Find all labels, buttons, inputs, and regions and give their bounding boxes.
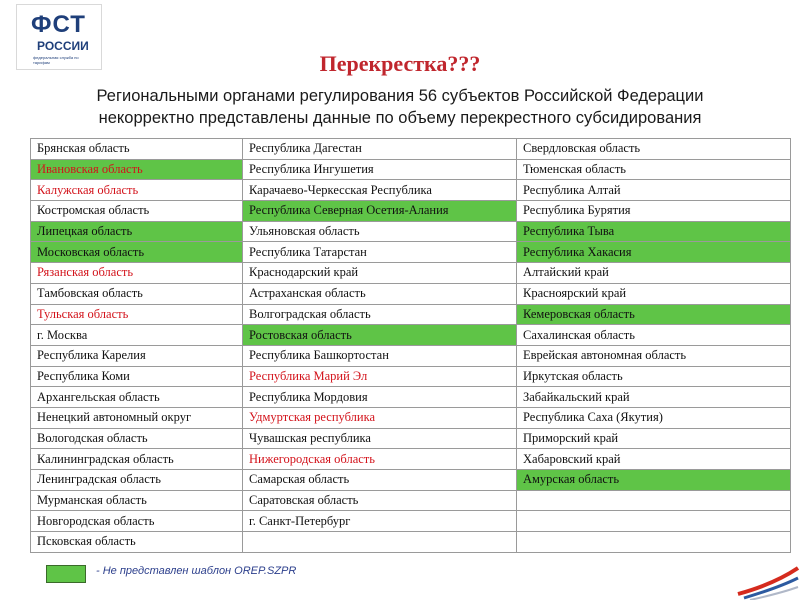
table-cell: Республика Алтай	[517, 180, 791, 201]
table-row	[31, 325, 791, 346]
table-cell	[243, 532, 517, 553]
table-cell: Красноярский край	[517, 283, 791, 304]
table-cell: Республика Северная Осетия-Алания	[243, 201, 517, 222]
table-cell: Сахалинская область	[517, 325, 791, 346]
table-cell	[517, 511, 791, 532]
table-cell: Вологодская область	[31, 428, 243, 449]
table-cell: Кемеровская область	[517, 304, 791, 325]
table-cell: Амурская область	[517, 470, 791, 491]
table-cell: Саратовская область	[243, 490, 517, 511]
table-cell: Хабаровский край	[517, 449, 791, 470]
page-subtitle	[0, 85, 800, 129]
table-cell: Республика Дагестан	[243, 139, 517, 160]
table-row	[31, 387, 791, 408]
table-cell: Самарская область	[243, 470, 517, 491]
table-row	[31, 139, 791, 160]
table-row	[31, 366, 791, 387]
table-cell: Карачаево-Черкесская Республика	[243, 180, 517, 201]
table-cell: Республика Хакасия	[517, 242, 791, 263]
table-cell: Свердловская область	[517, 139, 791, 160]
table-cell: Ростовская область	[243, 325, 517, 346]
table-cell: Тульская область	[31, 304, 243, 325]
table-cell: Забайкальский край	[517, 387, 791, 408]
table-cell	[517, 490, 791, 511]
subtitle-line-1: Региональными органами регулирования 56 субъектов Российской Федерации	[96, 87, 704, 105]
table-cell: Липецкая область	[31, 221, 243, 242]
table-cell: Приморский край	[517, 428, 791, 449]
legend-swatch	[46, 565, 86, 583]
subtitle-line-2: некорректно представлены данные по объему перекрестного субсидирования	[98, 109, 702, 127]
table-cell: Мурманская область	[31, 490, 243, 511]
table-cell: Брянская область	[31, 139, 243, 160]
table-cell: Республика Тыва	[517, 221, 791, 242]
logo-text-rossii: РОССИИ	[37, 39, 89, 53]
decorative-swoosh	[730, 560, 800, 600]
table-row	[31, 490, 791, 511]
logo-text-fst: ФСТ	[31, 11, 86, 38]
logo-text-small: федеральная служба по тарифам	[33, 55, 79, 65]
table-cell: Республика Марий Эл	[243, 366, 517, 387]
table-row	[31, 428, 791, 449]
legend-text: - Не представлен шаблон OREP.SZPR	[96, 565, 297, 577]
table-cell: Республика Бурятия	[517, 201, 791, 222]
table-row	[31, 221, 791, 242]
table-cell: г. Санкт-Петербург	[243, 511, 517, 532]
table-cell: Еврейская автономная область	[517, 345, 791, 366]
table-cell: Республика Ингушетия	[243, 159, 517, 180]
table-cell: Архангельская область	[31, 387, 243, 408]
table-cell: Удмуртская республика	[243, 407, 517, 428]
table-cell: Алтайский край	[517, 263, 791, 284]
table-row	[31, 511, 791, 532]
table-row	[31, 201, 791, 222]
table-cell: Республика Коми	[31, 366, 243, 387]
table-cell: г. Москва	[31, 325, 243, 346]
table-cell: Новгородская область	[31, 511, 243, 532]
table-cell: Ненецкий автономный округ	[31, 407, 243, 428]
table-cell: Псковская область	[31, 532, 243, 553]
table-cell: Калининградская область	[31, 449, 243, 470]
table-row	[31, 470, 791, 491]
table-cell: Ивановская область	[31, 159, 243, 180]
table-cell: Ленинградская область	[31, 470, 243, 491]
table-row	[31, 263, 791, 284]
table-cell: Рязанская область	[31, 263, 243, 284]
table-cell: Волгоградская область	[243, 304, 517, 325]
regions-table-body	[31, 139, 791, 553]
table-row	[31, 242, 791, 263]
table-cell: Тюменская область	[517, 159, 791, 180]
regions-table	[30, 138, 791, 553]
table-cell: Республика Татарстан	[243, 242, 517, 263]
table-cell: Костромская область	[31, 201, 243, 222]
table-cell: Краснодарский край	[243, 263, 517, 284]
table-row	[31, 304, 791, 325]
table-cell: Ульяновская область	[243, 221, 517, 242]
table-row	[31, 159, 791, 180]
table-row	[31, 283, 791, 304]
table-row	[31, 180, 791, 201]
table-cell: Астраханская область	[243, 283, 517, 304]
table-cell: Чувашская республика	[243, 428, 517, 449]
table-cell: Московская область	[31, 242, 243, 263]
table-cell: Республика Карелия	[31, 345, 243, 366]
table-cell: Иркутская область	[517, 366, 791, 387]
table-cell: Республика Мордовия	[243, 387, 517, 408]
table-cell: Калужская область	[31, 180, 243, 201]
table-cell: Республика Саха (Якутия)	[517, 407, 791, 428]
table-row	[31, 449, 791, 470]
table-row	[31, 345, 791, 366]
table-cell: Нижегородская область	[243, 449, 517, 470]
table-cell: Тамбовская область	[31, 283, 243, 304]
table-cell: Республика Башкортостан	[243, 345, 517, 366]
table-row	[31, 407, 791, 428]
table-row	[31, 532, 791, 553]
page-title: Перекрестка???	[319, 51, 481, 76]
table-cell	[517, 532, 791, 553]
